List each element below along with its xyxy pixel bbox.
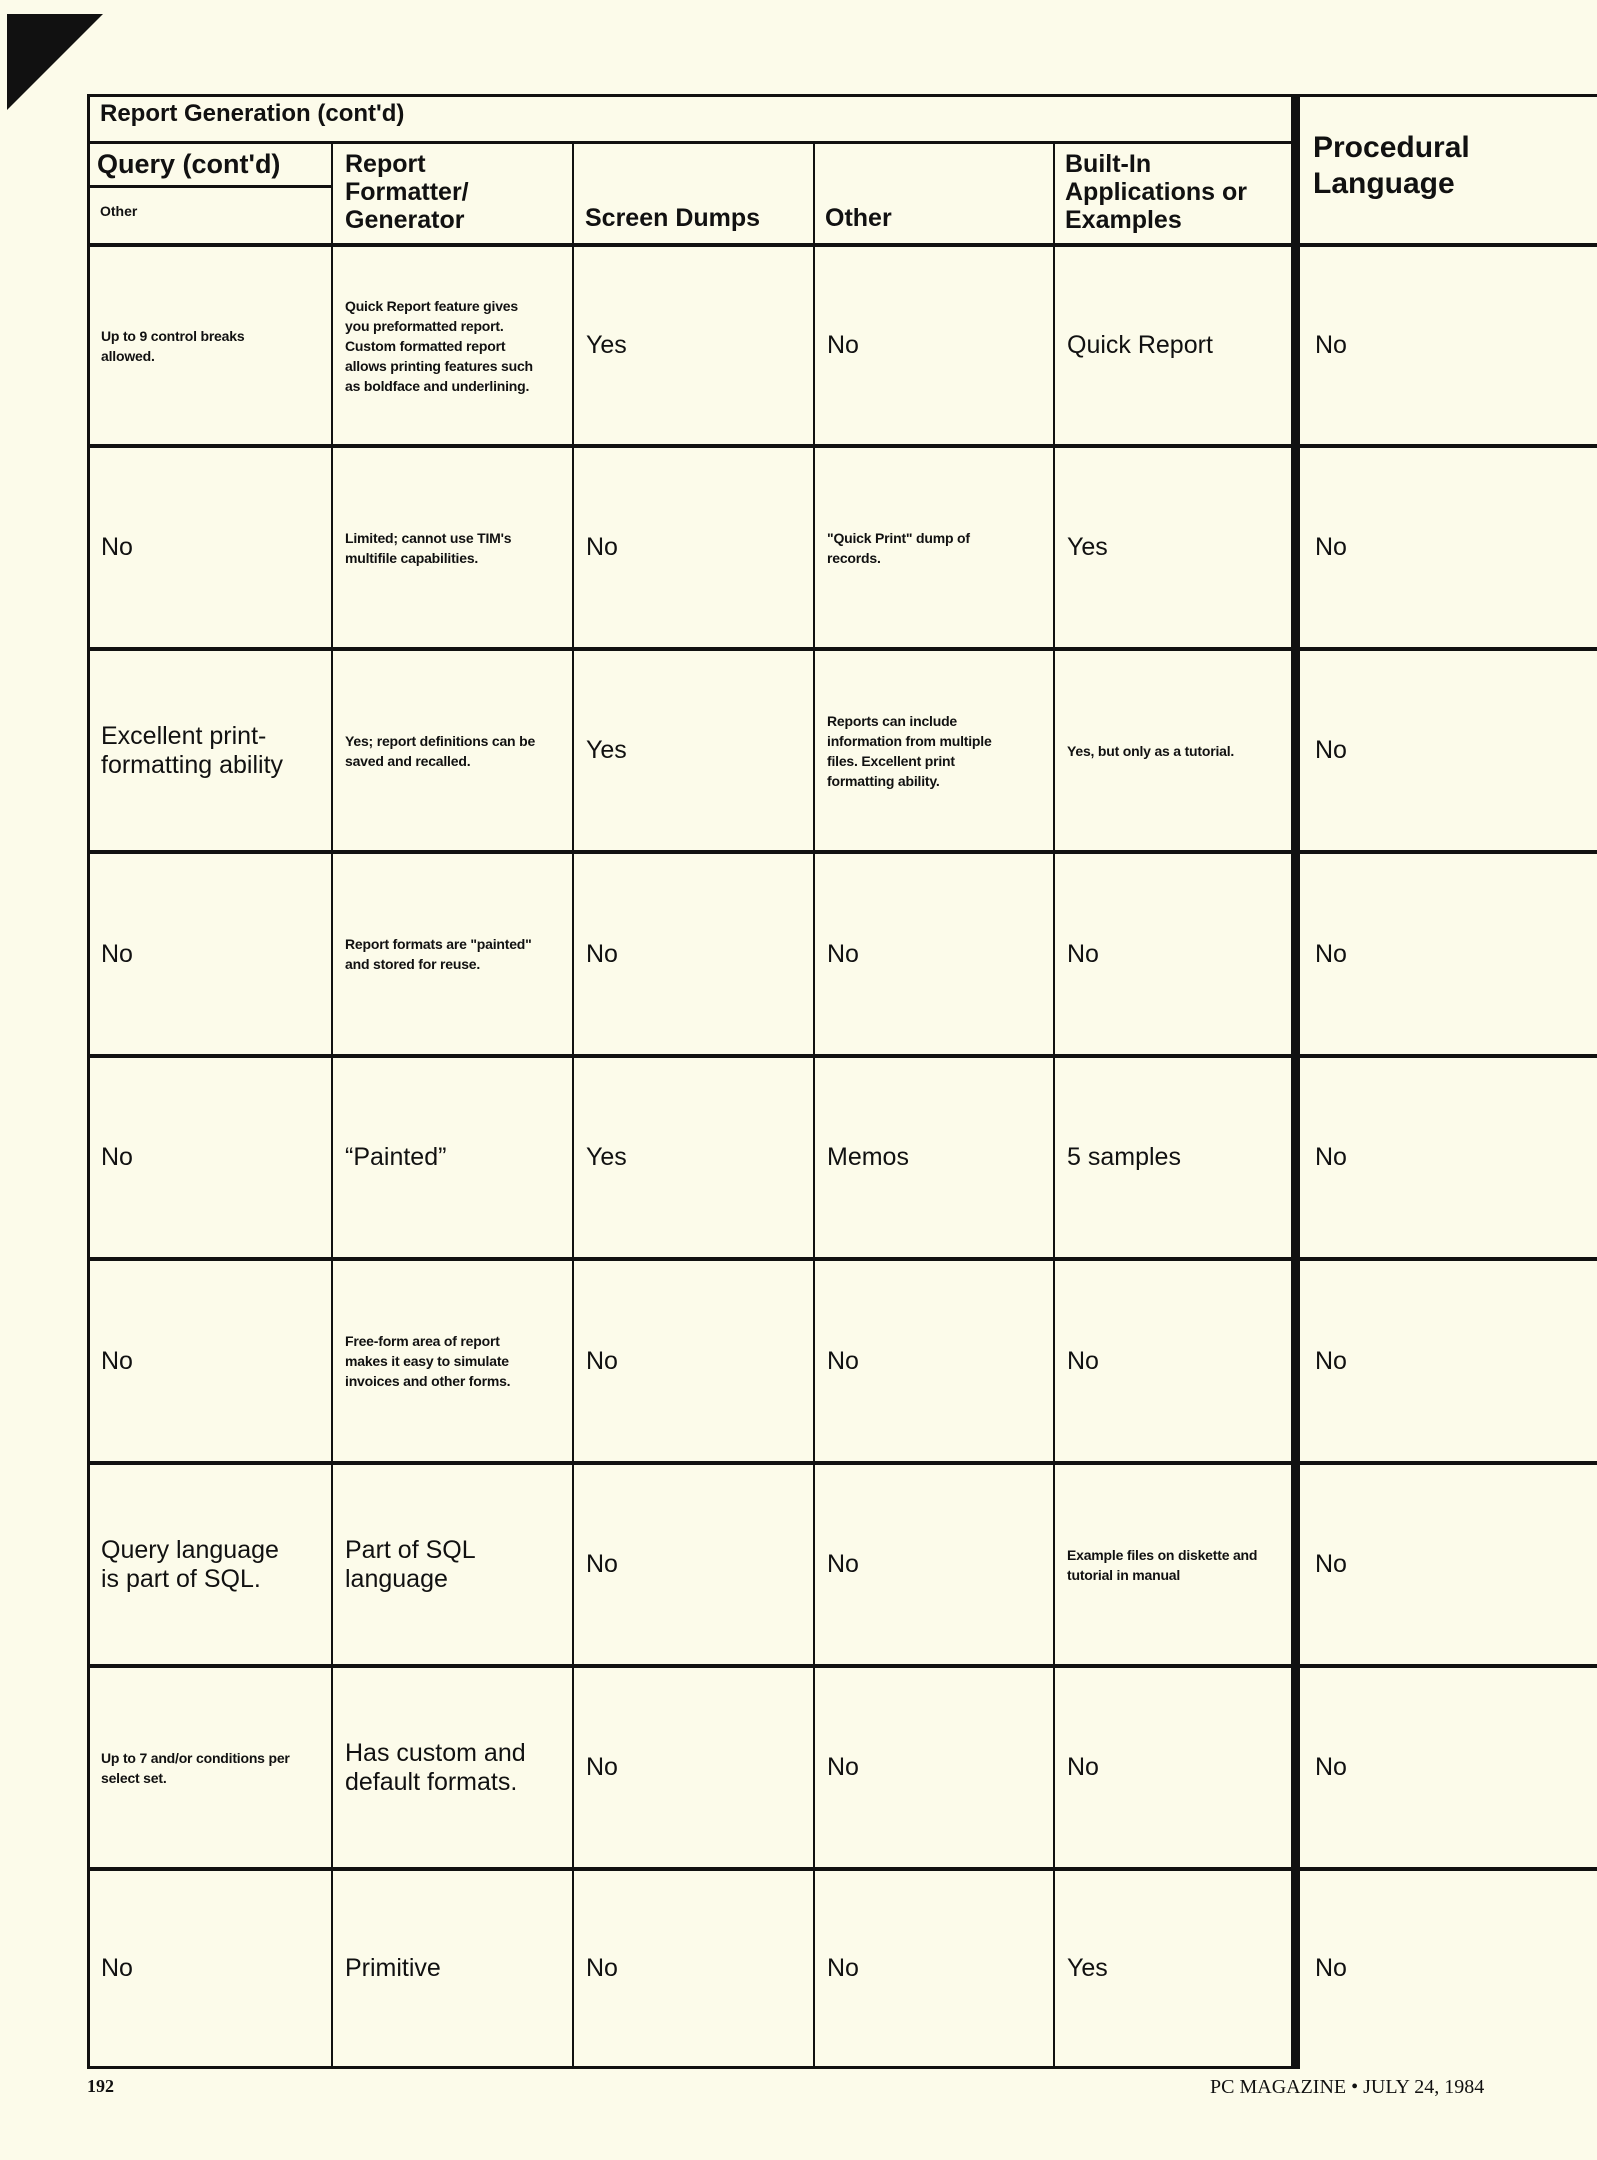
table-cell: No: [1067, 1753, 1099, 1781]
table-bottom-border: [87, 2066, 1295, 2069]
table-cell: No: [827, 331, 859, 359]
table-cell: No: [101, 1143, 133, 1171]
table-cell: No: [1067, 939, 1099, 968]
table-cell: No: [101, 1953, 133, 1982]
table-cell: Up to 7 and/or conditions per select set.: [101, 1749, 290, 1786]
table-cell: Example files on diskette and tutorial in manual: [1067, 1546, 1258, 1583]
table-cell: Yes: [1067, 1953, 1108, 1982]
table-cell: No: [827, 939, 859, 968]
column-divider: [1053, 141, 1055, 2069]
table-cell: No: [1315, 1753, 1347, 1781]
header-screen-dumps: Screen Dumps: [585, 204, 761, 232]
table-cell: No: [586, 939, 618, 968]
table-cell: “Painted”: [345, 1143, 447, 1171]
table-cell: Yes: [1067, 533, 1108, 561]
table-cell: Yes: [586, 1143, 627, 1171]
table-cell: Yes: [586, 331, 627, 359]
table-cell: No: [827, 1753, 859, 1781]
header-divider: [87, 141, 1295, 144]
table-cell: 5 samples: [1067, 1143, 1181, 1171]
table-cell: Free-form area of report makes it easy to simulate invoices and other forms.: [345, 1333, 511, 1389]
table-cell: No: [1315, 736, 1347, 764]
column-divider: [331, 141, 333, 2069]
page-number: 192: [87, 2076, 114, 2096]
table-cell: Report formats are "painted" and stored for reuse.: [345, 936, 532, 972]
table-cell: "Quick Print" dump of records.: [827, 529, 970, 566]
table-cell: No: [586, 1953, 618, 1982]
table-cell: No: [1315, 1953, 1347, 1982]
table-cell: Has custom and default formats.: [345, 1738, 526, 1796]
table-cell: Quick Report: [1067, 331, 1213, 359]
table-cell: No: [1315, 1346, 1347, 1375]
table-cell: Quick Report feature gives you preformatted report. Custom formatted report allows printing features such as boldface and underlining.: [345, 297, 533, 394]
header-query: Query (cont'd): [97, 149, 281, 179]
table-cell: No: [586, 1550, 618, 1578]
table-cell: No: [827, 1346, 859, 1375]
table-cell: Memos: [827, 1143, 909, 1171]
table-cell: No: [1315, 1143, 1347, 1171]
table-cell: No: [827, 1953, 859, 1982]
table-cell: No: [101, 533, 133, 561]
table-cell: Yes; report definitions can be saved and recalled.: [345, 732, 536, 769]
column-divider: [572, 141, 574, 2069]
column-divider: [813, 141, 815, 2069]
table-cell: Up to 9 control breaks allowed.: [101, 327, 245, 364]
query-subheader-divider: [87, 185, 331, 188]
table-cell: Query language is part of SQL.: [101, 1535, 279, 1593]
table-cell: No: [586, 1753, 618, 1781]
header-procedural-language: Procedural Language: [1313, 131, 1470, 200]
table-cell: No: [101, 939, 133, 968]
table-cell: No: [101, 1346, 133, 1375]
table-cell: No: [1315, 939, 1347, 968]
table-cell: No: [586, 533, 618, 561]
table-cell: Primitive: [345, 1953, 441, 1982]
table-cell: No: [586, 1346, 618, 1375]
header-query-other: Other: [100, 203, 138, 219]
table-cell: No: [1067, 1346, 1099, 1375]
table-cell: Reports can include information from multiple files. Excellent print formatting ability.: [827, 712, 992, 789]
table-cell: Excellent print-formatting ability: [101, 721, 284, 779]
header-report-formatter: Report Formatter/ Generator: [345, 150, 469, 234]
header-other: Other: [825, 204, 892, 232]
table-cell: Yes: [586, 736, 627, 764]
table-cell: No: [1315, 331, 1347, 359]
publication-line: PC MAGAZINE • JULY 24, 1984: [1210, 2076, 1485, 2098]
table-cell: Yes, but only as a tutorial.: [1067, 742, 1235, 759]
table-cell: No: [1315, 1550, 1347, 1578]
section-title: Report Generation (cont'd): [100, 100, 405, 127]
table-cell: No: [827, 1550, 859, 1578]
table-top-border: [87, 94, 1597, 97]
table-cell: Part of SQL language: [345, 1535, 475, 1593]
table-cell: No: [1315, 533, 1347, 561]
header-built-in: Built-In Applications or Examples: [1065, 150, 1247, 234]
table-cell: Limited; cannot use TIM's multifile capabilities.: [345, 529, 512, 566]
